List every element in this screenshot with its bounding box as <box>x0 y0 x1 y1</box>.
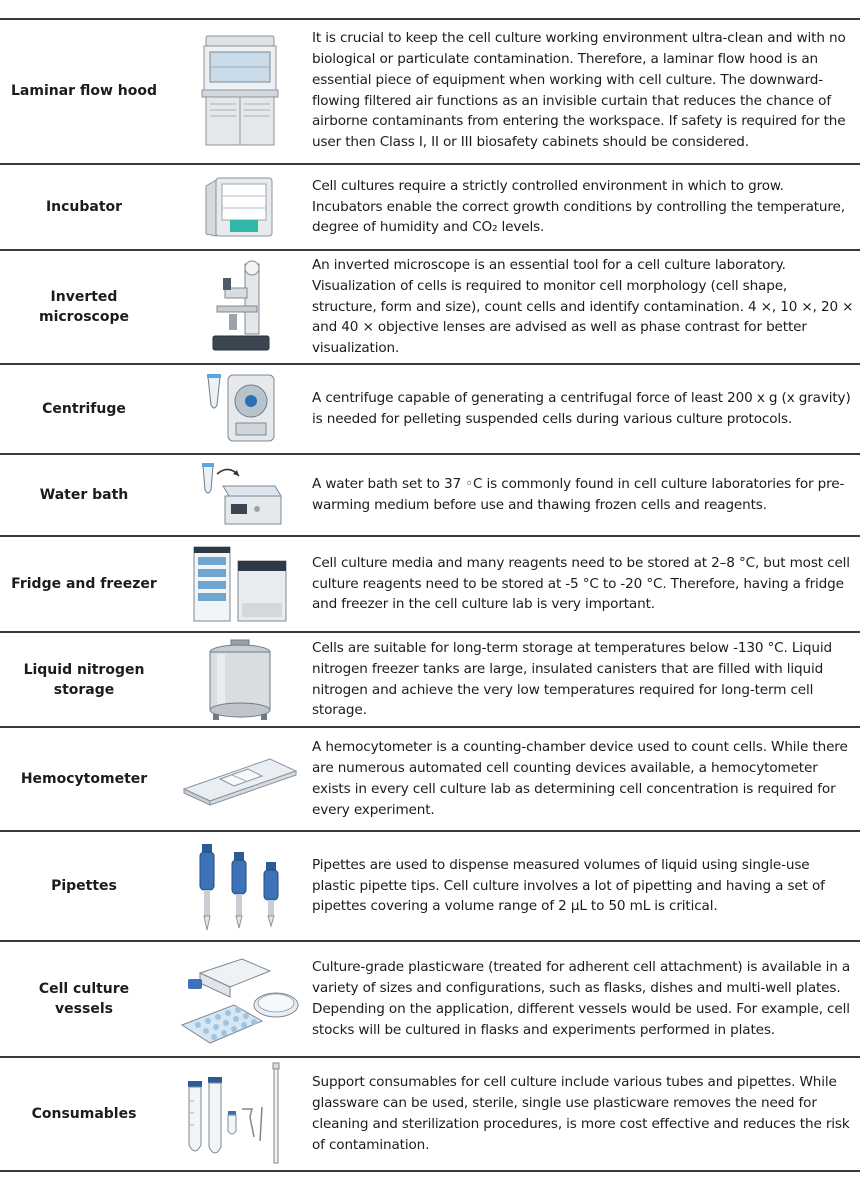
equipment-name: Consumables <box>31 1106 137 1122</box>
incubator-icon <box>178 165 302 249</box>
equipment-name: Inverted microscope <box>39 289 129 325</box>
liquid-nitrogen-tank-icon <box>178 633 302 726</box>
table-row <box>0 365 860 453</box>
equipment-description: A hemocytometer is a counting-chamber device used to count cells. While there are numerous automated cell counting devices available, a hemocytometer exists in every cell culture lab as determining cell concentration is required for every experiment. <box>312 739 848 818</box>
cell-culture-vessels-icon <box>178 942 302 1056</box>
table-row <box>0 455 860 535</box>
table-row <box>0 942 860 1056</box>
hemocytometer-icon <box>178 728 302 830</box>
equipment-description: Culture-grade plasticware (treated for adherent cell attachment) is available in a variety of sizes and configurations, such as flasks, dishes and multi-well plates. Depending on the application, different vessels would be used. For example, cell stocks will be cultured in flasks and experiments performed in plates. <box>312 959 851 1038</box>
equipment-name: Centrifuge <box>42 401 126 417</box>
centrifuge-icon <box>178 365 302 453</box>
equipment-name: Laminar flow hood <box>11 82 157 99</box>
table-row <box>0 728 860 830</box>
table-row <box>0 537 860 631</box>
equipment-description: Cells are suitable for long-term storage at temperatures below -130 °C. Liquid nitrogen freezer tanks are large, insulated canisters that are filled with liquid nitrogen and achieve the very low temperatures required for long-term cell storage. <box>312 639 832 719</box>
equipment-name: Liquid nitrogen storage <box>23 661 145 698</box>
table-row <box>0 18 860 163</box>
table-row <box>0 633 860 726</box>
equipment-description: An inverted microscope is an essential tool for a cell culture laboratory. Visualization of cells is required to monitor cell morphology (cell shape, structure, form and size), count cells and identify contamination. 4 ×, 10 ×, 20 × and 40 × objective lenses are advised as well as phase contrast for better visualization. <box>312 257 854 357</box>
equipment-description: Cell culture media and many reagents need to be stored at 2–8 °C, but most cell culture reagents need to be stored at -5 °C to -20 °C. Therefore, having a fridge and freezer in the cell culture lab is very important. <box>312 554 850 613</box>
row-divider <box>0 1170 860 1172</box>
water-bath-icon <box>178 455 302 535</box>
equipment-description: A water bath set to 37 ◦C is commonly found in cell culture laboratories for pre-warming medium before use and thawing frozen cells and reagents. <box>312 476 845 513</box>
microscope-icon <box>178 251 302 363</box>
equipment-name: Incubator <box>45 199 123 215</box>
equipment-description: A centrifuge capable of generating a centrifugal force of least 200 x g (x gravity) is needed for pelleting suspended cells during various culture protocols. <box>312 390 851 427</box>
equipment-name: Water bath <box>39 487 129 503</box>
consumables-icon <box>178 1058 302 1170</box>
table-row <box>0 165 860 249</box>
equipment-name: Fridge and freezer <box>11 576 157 592</box>
equipment-name: Pipettes <box>51 878 117 894</box>
equipment-name: Cell culture vessels <box>38 981 130 1017</box>
equipment-description: Support consumables for cell culture include various tubes and pipettes. While glassware can be used, sterile, single use plasticware removes the need for cleaning and sterilization procedures, is more cost effective and reduces the risk of contamination. <box>312 1074 850 1153</box>
table-row <box>0 832 860 940</box>
laminar-flow-hood-icon <box>178 18 302 163</box>
table-row <box>0 1058 860 1170</box>
fridge-freezer-icon <box>178 537 302 631</box>
table-row <box>0 251 860 363</box>
pipettes-icon <box>178 832 302 940</box>
equipment-description: Pipettes are used to dispense measured volumes of liquid using single-use plastic pipette tips. Cell culture involves a lot of pipetting and having a set of pipettes covering a volume range of 2 μL to 50 mL is critical. <box>312 856 825 915</box>
equipment-name: Hemocytometer <box>20 771 148 787</box>
equipment-description: Cell cultures require a strictly controlled environment in which to grow. Incubators enable the correct growth conditions by controlling the temperature, degree of humidity and CO₂ levels. <box>312 177 845 236</box>
equipment-description: It is crucial to keep the cell culture working environment ultra-clean and with no biological or particulate contamination. Therefore, a laminar flow hood is an essential piece of equipment when working with cell culture. The downward-flowing filtered air functions as an invisible curtain that reduces the chance of airborne contaminants from entering the workspace. If safety is required for the user then Class I, II or III biosafety cabinets should be considered. <box>312 30 846 151</box>
